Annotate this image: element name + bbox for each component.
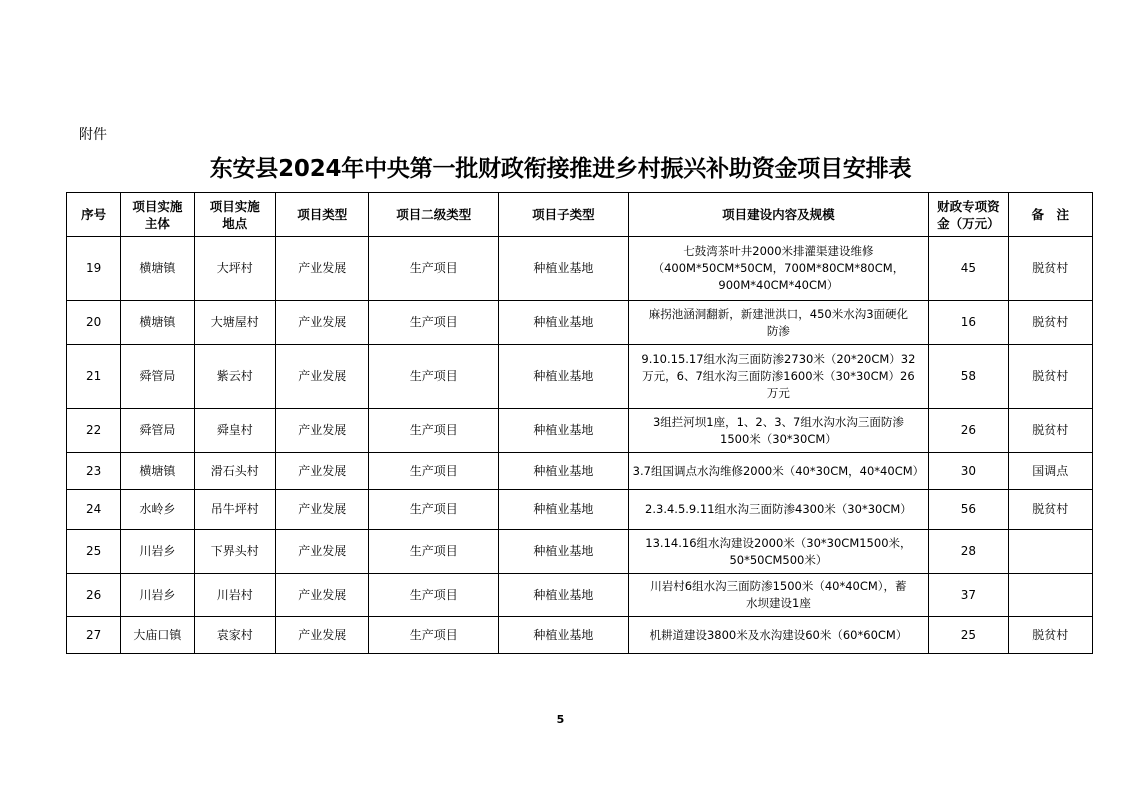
content-line: 2.3.4.5.9.11组水沟三面防渗4300米（30*30CM） xyxy=(645,502,912,516)
table-row xyxy=(67,345,1093,409)
cell-subtype: 种植业基地 xyxy=(499,301,629,345)
header-content: 项目建设内容及规模 xyxy=(628,193,928,237)
header-subtype: 项目子类型 xyxy=(499,193,629,237)
table-row xyxy=(67,301,1093,345)
cell-entity: 横塘镇 xyxy=(121,301,194,345)
table-body xyxy=(67,237,1093,654)
cell-subtype: 种植业基地 xyxy=(499,453,629,490)
content-line: 50*50CM500米） xyxy=(729,552,828,567)
cell-content xyxy=(628,574,928,617)
cell-type: 产业发展 xyxy=(275,490,368,530)
cell-type: 产业发展 xyxy=(275,617,368,654)
cell-remark: 脱贫村 xyxy=(1008,409,1092,453)
cell-fund: 26 xyxy=(929,409,1008,453)
table-row xyxy=(67,530,1093,574)
cell-content xyxy=(628,530,928,574)
header-location-line1: 项目实施 xyxy=(209,198,260,214)
cell-location: 大坪村 xyxy=(194,237,275,301)
content-line: 防渗 xyxy=(766,323,790,338)
cell-subtype: 种植业基地 xyxy=(499,237,629,301)
cell-fund: 56 xyxy=(929,490,1008,530)
cell-content xyxy=(628,617,928,654)
header-remark: 备 注 xyxy=(1008,193,1092,237)
cell-type: 产业发展 xyxy=(275,530,368,574)
cell-remark: 脱贫村 xyxy=(1008,237,1092,301)
cell-seq: 26 xyxy=(67,574,121,617)
annex-label: 附件 xyxy=(79,127,107,143)
cell-type: 产业发展 xyxy=(275,409,368,453)
cell-content xyxy=(628,409,928,453)
header-entity-line2: 主体 xyxy=(144,215,170,231)
cell-subtype2: 生产项目 xyxy=(369,490,499,530)
cell-seq: 21 xyxy=(67,345,121,409)
header-fund xyxy=(929,193,1008,237)
cell-entity: 川岩乡 xyxy=(121,574,194,617)
cell-location: 川岩村 xyxy=(194,574,275,617)
header-type: 项目类型 xyxy=(275,193,368,237)
header-subtype2: 项目二级类型 xyxy=(369,193,499,237)
content-line: 3.7组国调点水沟维修2000米（40*30CM，40*40CM） xyxy=(632,463,925,478)
cell-subtype2: 生产项目 xyxy=(369,301,499,345)
cell-type: 产业发展 xyxy=(275,345,368,409)
cell-seq: 24 xyxy=(67,490,121,530)
cell-fund: 37 xyxy=(929,574,1008,617)
header-location xyxy=(194,193,275,237)
cell-subtype: 种植业基地 xyxy=(499,530,629,574)
page-number: 5 xyxy=(556,713,565,726)
cell-remark: 脱贫村 xyxy=(1008,617,1092,654)
cell-type: 产业发展 xyxy=(275,237,368,301)
cell-entity: 舜管局 xyxy=(121,409,194,453)
table-row xyxy=(67,574,1093,617)
cell-location: 袁家村 xyxy=(194,617,275,654)
cell-location: 大塘屋村 xyxy=(194,301,275,345)
cell-seq: 19 xyxy=(67,237,121,301)
content-line: 七鼓湾茶叶井2000米排灌渠建设维修 xyxy=(683,244,874,258)
cell-subtype: 种植业基地 xyxy=(499,409,629,453)
table-row xyxy=(67,617,1093,654)
content-line: 万元 xyxy=(766,386,790,400)
document-title: 东安县2024年中央第一批财政衔接推进乡村振兴补助资金项目安排表 xyxy=(209,156,912,182)
content-line: 13.14.16组水沟建设2000米（30*30CM1500米， xyxy=(645,535,912,550)
cell-type: 产业发展 xyxy=(275,301,368,345)
cell-seq: 22 xyxy=(67,409,121,453)
cell-type: 产业发展 xyxy=(275,453,368,490)
content-line: 9.10.15.17组水沟三面防渗2730米（20*20CM）32 xyxy=(641,352,916,366)
cell-subtype2: 生产项目 xyxy=(369,617,499,654)
cell-fund: 45 xyxy=(929,237,1008,301)
cell-seq: 25 xyxy=(67,530,121,574)
cell-fund: 30 xyxy=(929,453,1008,490)
cell-subtype: 种植业基地 xyxy=(499,345,629,409)
cell-subtype2: 生产项目 xyxy=(369,409,499,453)
cell-subtype2: 生产项目 xyxy=(369,530,499,574)
table-row xyxy=(67,409,1093,453)
cell-content xyxy=(628,237,928,301)
cell-entity: 水岭乡 xyxy=(121,490,194,530)
cell-fund: 28 xyxy=(929,530,1008,574)
cell-seq: 20 xyxy=(67,301,121,345)
cell-type: 产业发展 xyxy=(275,574,368,617)
project-table xyxy=(66,192,1093,654)
cell-fund: 16 xyxy=(929,301,1008,345)
content-line: 水坝建设1座 xyxy=(746,596,811,610)
content-line: 川岩村6组水沟三面防渗1500米（40*40CM），蓄 xyxy=(650,579,907,593)
cell-remark xyxy=(1008,530,1092,574)
cell-location: 滑石头村 xyxy=(194,453,275,490)
cell-fund: 25 xyxy=(929,617,1008,654)
cell-subtype2: 生产项目 xyxy=(369,237,499,301)
cell-entity: 川岩乡 xyxy=(121,530,194,574)
header-entity xyxy=(121,193,194,237)
content-line: 麻拐池涵洞翻新，新建泄洪口，450米水沟3面硬化 xyxy=(648,306,909,321)
cell-remark: 脱贫村 xyxy=(1008,301,1092,345)
cell-entity: 舜管局 xyxy=(121,345,194,409)
cell-subtype2: 生产项目 xyxy=(369,345,499,409)
cell-subtype: 种植业基地 xyxy=(499,574,629,617)
header-location-line2: 地点 xyxy=(222,215,248,231)
header-fund-line1: 财政专项资 xyxy=(937,198,1000,214)
table-row xyxy=(67,237,1093,301)
header-entity-line1: 项目实施 xyxy=(132,198,183,214)
content-line: 1500米（30*30CM） xyxy=(720,431,837,446)
cell-subtype2: 生产项目 xyxy=(369,574,499,617)
cell-location: 下界头村 xyxy=(194,530,275,574)
cell-content xyxy=(628,345,928,409)
content-line: 机耕道建设3800米及水沟建设60米（60*60CM） xyxy=(649,627,908,642)
table-row xyxy=(67,490,1093,530)
cell-entity: 横塘镇 xyxy=(121,453,194,490)
cell-entity: 大庙口镇 xyxy=(121,617,194,654)
header-fund-line2: 金（万元） xyxy=(937,215,1000,231)
cell-content xyxy=(628,301,928,345)
header-row xyxy=(67,193,1093,237)
cell-fund: 58 xyxy=(929,345,1008,409)
table-row xyxy=(67,453,1093,490)
content-line: 万元，6、7组水沟三面防渗1600米（30*30CM）26 xyxy=(642,369,915,383)
cell-location: 吊牛坪村 xyxy=(194,490,275,530)
cell-entity: 横塘镇 xyxy=(121,237,194,301)
cell-remark: 国调点 xyxy=(1008,453,1092,490)
content-line: 3组拦河坝1座，1、2、3、7组水沟水沟三面防渗 xyxy=(652,414,904,429)
cell-subtype: 种植业基地 xyxy=(499,490,629,530)
content-line: 900M*40CM*40CM） xyxy=(718,278,839,292)
content-line: （400M*50CM*50CM，700M*80CM*80CM， xyxy=(652,261,905,275)
cell-subtype: 种植业基地 xyxy=(499,617,629,654)
header-seq: 序号 xyxy=(67,193,121,237)
cell-subtype2: 生产项目 xyxy=(369,453,499,490)
cell-content xyxy=(628,453,928,490)
cell-remark xyxy=(1008,574,1092,617)
cell-remark: 脱贫村 xyxy=(1008,345,1092,409)
cell-seq: 23 xyxy=(67,453,121,490)
cell-location: 舜皇村 xyxy=(194,409,275,453)
cell-seq: 27 xyxy=(67,617,121,654)
cell-location: 紫云村 xyxy=(194,345,275,409)
cell-remark: 脱贫村 xyxy=(1008,490,1092,530)
cell-content xyxy=(628,490,928,530)
